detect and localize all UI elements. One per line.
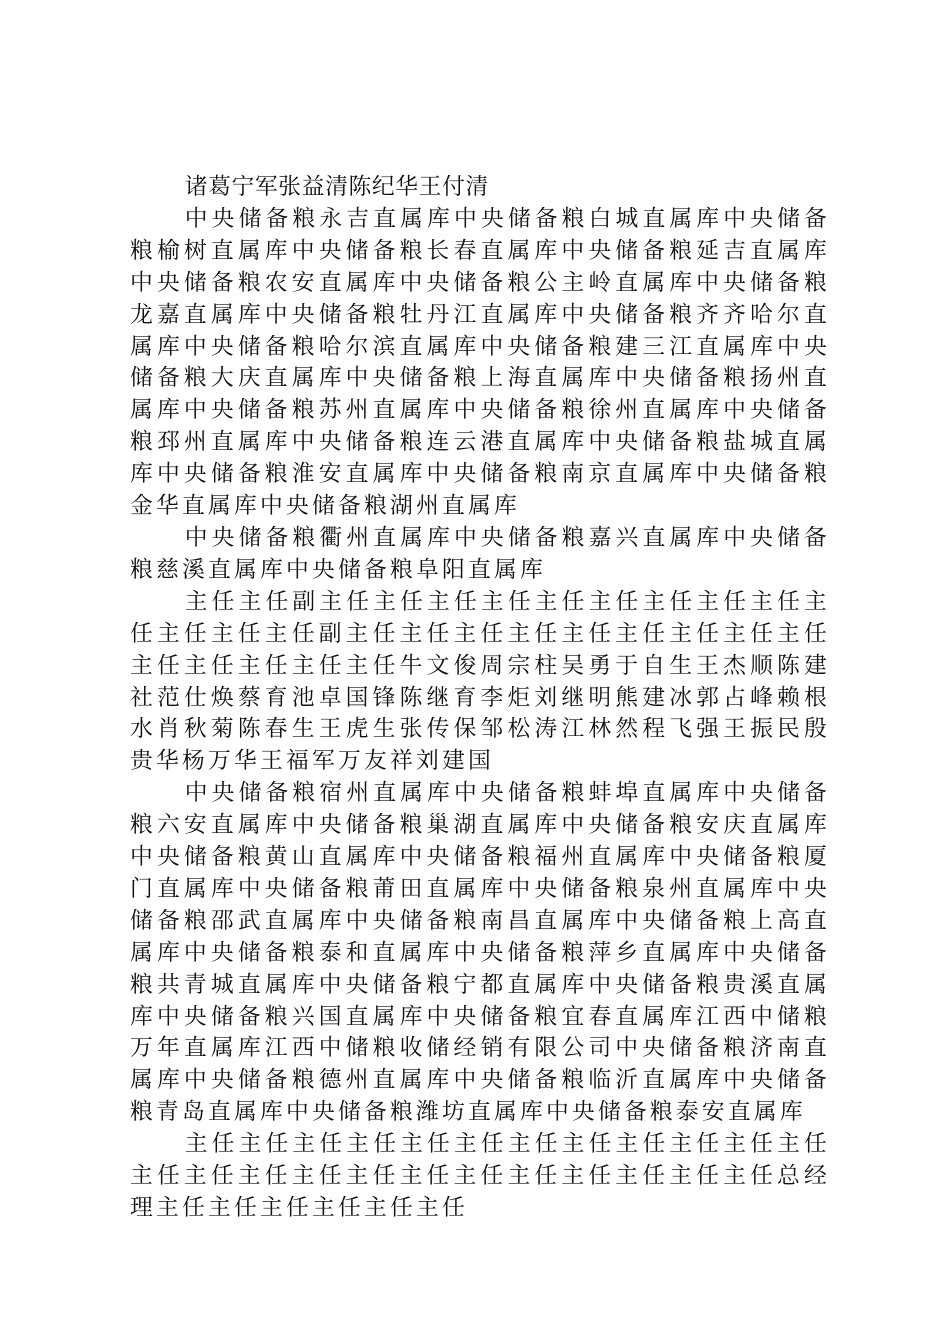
- paragraph-depots-zhejiang-anhui: 中央储备粮衢州直属库中央储备粮嘉兴直属库中央储备粮慈溪直属库中央储备粮阜阳直属库: [130, 524, 830, 583]
- document-body: [130, 172, 830, 1225]
- paragraph-titles: 主任主任主任主任主任主任主任主任主任主任主任主任主任主任主任主任主任主任主任主任主任主任主任主任总经理主任主任主任主任主任主任: [130, 1131, 830, 1221]
- paragraph-depots-northeast-east: 中央储备粮永吉直属库中央储备粮白城直属库中央储备粮榆树直属库中央储备粮长春直属库中央储备粮延吉直属库中央储备粮农安直属库中央储备粮公主岭直属库中央储备粮龙嘉直属库中央储备粮牡丹江直属库中央储备粮齐齐哈尔直属库中央储备粮哈尔滨直属库中央储备粮建三江直属库中央储备粮大庆直属库中央储备粮上海直属库中央储备粮扬州直属库中央储备粮苏州直属库中央储备粮徐州直属库中央储备粮邳州直属库中央储备粮连云港直属库中央储备粮盐城直属库中央储备粮淮安直属库中央储备粮南京直属库中央储备粮金华直属库中央储备粮湖州直属库: [130, 205, 830, 520]
- paragraph-names-list: 诸葛宁军张益清陈纪华王付清: [184, 174, 489, 200]
- paragraph-titles-and-names: 主任主任副主任主任主任主任主任主任主任主任主任主任主任主任主任副主任主任主任主任主任主任主任主任主任主任主任主任主任主任牛文俊周宗柱吴勇于自生王杰顺陈建社范仕焕蔡育池卓国锋陈继育李炬刘继明熊建冰郭占峰赖根水肖秋菊陈春生王虎生张传保邹松涛江林然程飞强王振民殷贵华杨万华王福军万友祥刘建国: [130, 588, 830, 775]
- paragraph-depots-anhui-fujian-jiangxi-shandong: 中央储备粮宿州直属库中央储备粮蚌埠直属库中央储备粮六安直属库中央储备粮巢湖直属库中央储备粮安庆直属库中央储备粮黄山直属库中央储备粮福州直属库中央储备粮厦门直属库中央储备粮莆田直属库中央储备粮泉州直属库中央储备粮邵武直属库中央储备粮南昌直属库中央储备粮上高直属库中央储备粮泰和直属库中央储备粮萍乡直属库中央储备粮共青城直属库中央储备粮宁都直属库中央储备粮贵溪直属库中央储备粮兴国直属库中央储备粮宜春直属库江西中储粮万年直属库江西中储粮收储经销有限公司中央储备粮济南直属库中央储备粮德州直属库中央储备粮临沂直属库中央储备粮青岛直属库中央储备粮潍坊直属库中央储备粮泰安直属库: [130, 780, 830, 1126]
